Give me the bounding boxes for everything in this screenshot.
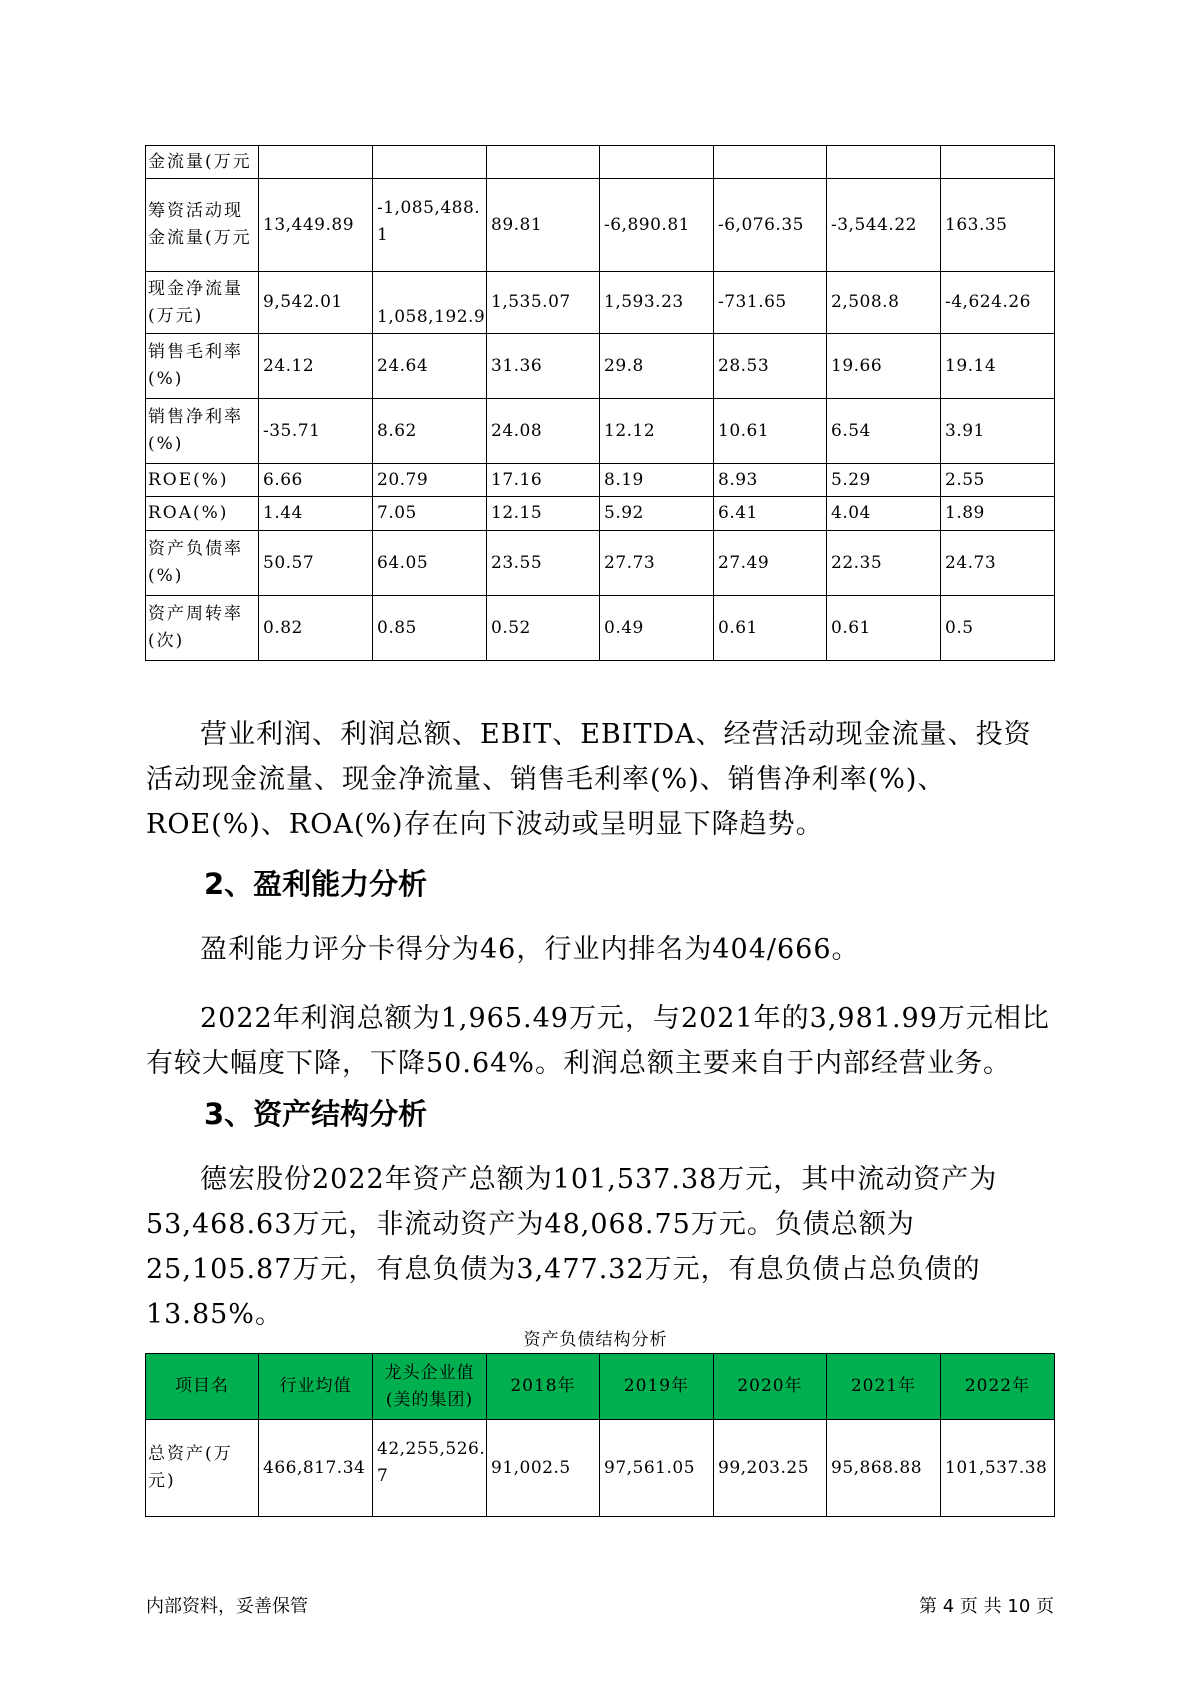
table-cell: 6.54 (827, 399, 941, 464)
table-cell: 4.04 (827, 497, 941, 531)
table-cell: 0.52 (487, 596, 600, 661)
row-label: ROA(%) (146, 497, 259, 531)
table-cell: 42,255,526.7 (373, 1420, 487, 1517)
table-cell: 89.81 (487, 179, 600, 272)
table-cell: 7.05 (373, 497, 487, 531)
table-cell: 1,593.23 (600, 272, 714, 334)
table-cell: 466,817.34 (259, 1420, 373, 1517)
table-cell: 163.35 (941, 179, 1055, 272)
table-cell: 95,868.88 (827, 1420, 941, 1517)
table-cell: 31.36 (487, 334, 600, 399)
table-cell: 9,542.01 (259, 272, 373, 334)
table-row (146, 531, 1055, 596)
profit-score-paragraph: 盈利能力评分卡得分为46，行业内排名为404/666。 (200, 934, 860, 965)
table-cell: 27.49 (714, 531, 827, 596)
table-cell: 12.15 (487, 497, 600, 531)
table-cell: 0.82 (259, 596, 373, 661)
table-cell: -4,624.26 (941, 272, 1055, 334)
table-header-row (146, 1354, 1055, 1420)
table-cell: 24.12 (259, 334, 373, 399)
table-cell: 101,537.38 (941, 1420, 1055, 1517)
table-cell: 8.62 (373, 399, 487, 464)
table-cell (259, 146, 373, 179)
table-cell (373, 146, 487, 179)
profit-detail-paragraph: 2022年利润总额为1,965.49万元，与2021年的3,981.99万元相比有较大幅度下降，下降50.64%。利润总额主要来自于内部经营业务。 (146, 1003, 1050, 1079)
table-cell: -3,544.22 (827, 179, 941, 272)
table-cell: 8.93 (714, 464, 827, 497)
table-cell: 64.05 (373, 531, 487, 596)
column-header: 2021年 (827, 1354, 941, 1420)
row-label: 现金净流量(万元) (146, 272, 259, 334)
table-row (146, 334, 1055, 399)
table-cell: -6,890.81 (600, 179, 714, 272)
financial-indicator-table (145, 145, 1055, 661)
asset-structure-heading: 3、资产结构分析 (204, 1097, 428, 1131)
column-header: 2020年 (714, 1354, 827, 1420)
table-cell: -1,085,488.1 (373, 179, 487, 272)
row-label: ROE(%) (146, 464, 259, 497)
table-cell: 99,203.25 (714, 1420, 827, 1517)
table-cell: 1.44 (259, 497, 373, 531)
table-row (146, 146, 1055, 179)
table-cell: 2,508.8 (827, 272, 941, 334)
table-row (146, 596, 1055, 661)
table-cell: 0.85 (373, 596, 487, 661)
table-cell: 12.12 (600, 399, 714, 464)
table-cell: -35.71 (259, 399, 373, 464)
column-header: 2022年 (941, 1354, 1055, 1420)
table-cell: 24.08 (487, 399, 600, 464)
row-label: 金流量(万元 (146, 146, 259, 179)
column-header: 2018年 (487, 1354, 600, 1420)
table-cell: 0.49 (600, 596, 714, 661)
profit-analysis-heading: 2、盈利能力分析 (204, 867, 428, 901)
row-label: 销售净利率(%) (146, 399, 259, 464)
table-row (146, 179, 1055, 272)
table-caption: 资产负债结构分析 (523, 1330, 668, 1350)
table-cell (941, 146, 1055, 179)
table-cell: 1,535.07 (487, 272, 600, 334)
table-cell: 10.61 (714, 399, 827, 464)
table-cell: 3.91 (941, 399, 1055, 464)
table-row (146, 399, 1055, 464)
table-cell: 50.57 (259, 531, 373, 596)
table-cell (487, 146, 600, 179)
table-cell: -6,076.35 (714, 179, 827, 272)
table-cell: 27.73 (600, 531, 714, 596)
table-cell: 0.61 (714, 596, 827, 661)
table-cell: 8.19 (600, 464, 714, 497)
row-label: 资产负债率(%) (146, 531, 259, 596)
table-cell: 17.16 (487, 464, 600, 497)
column-header: 2019年 (600, 1354, 714, 1420)
table-cell: 23.55 (487, 531, 600, 596)
table-cell: -731.65 (714, 272, 827, 334)
table-cell: 97,561.05 (600, 1420, 714, 1517)
column-header: 项目名 (146, 1354, 259, 1420)
table-cell: 5.29 (827, 464, 941, 497)
table-cell: 0.5 (941, 596, 1055, 661)
table-row (146, 272, 1055, 334)
table-cell: 24.64 (373, 334, 487, 399)
balance-sheet-structure-table (145, 1353, 1055, 1517)
table-cell: 22.35 (827, 531, 941, 596)
table-cell: 28.53 (714, 334, 827, 399)
table-cell (714, 146, 827, 179)
table-cell (827, 146, 941, 179)
table-cell: 19.66 (827, 334, 941, 399)
trend-paragraph: 营业利润、利润总额、EBIT、EBITDA、经营活动现金流量、投资活动现金流量、现金净流量、销售毛利率(%)、销售净利率(%)、ROE(%)、ROA(%)存在向下波动或呈明显下降趋势。 (146, 719, 1032, 840)
table-cell: 1.89 (941, 497, 1055, 531)
table-cell: 1,058,192.9 (373, 272, 487, 334)
row-label: 总资产(万元) (146, 1420, 259, 1517)
table-row (146, 464, 1055, 497)
page-number: 第 4 页 共 10 页 (919, 1596, 1054, 1617)
table-cell: 29.8 (600, 334, 714, 399)
table-cell: 2.55 (941, 464, 1055, 497)
column-header: 龙头企业值(美的集团) (373, 1354, 487, 1420)
table-row (146, 497, 1055, 531)
column-header: 行业均值 (259, 1354, 373, 1420)
table-cell: 24.73 (941, 531, 1055, 596)
table-cell: 20.79 (373, 464, 487, 497)
row-label: 销售毛利率(%) (146, 334, 259, 399)
row-label: 资产周转率(次) (146, 596, 259, 661)
table-cell: 5.92 (600, 497, 714, 531)
table-cell: 6.66 (259, 464, 373, 497)
table-cell: 0.61 (827, 596, 941, 661)
confidential-notice: 内部资料，妥善保管 (146, 1596, 308, 1617)
table-cell: 91,002.5 (487, 1420, 600, 1517)
row-label: 筹资活动现金流量(万元 (146, 179, 259, 272)
table-cell: 19.14 (941, 334, 1055, 399)
table-cell: 6.41 (714, 497, 827, 531)
table-row (146, 1420, 1055, 1517)
table-cell: 13,449.89 (259, 179, 373, 272)
asset-detail-paragraph: 德宏股份2022年资产总额为101,537.38万元，其中流动资产为53,468.63万元，非流动资产为48,068.75万元。负债总额为25,105.87万元，有息负债为3,477.32万元，有息负债占总负债的13.85%。 (146, 1164, 998, 1330)
table-cell (600, 146, 714, 179)
